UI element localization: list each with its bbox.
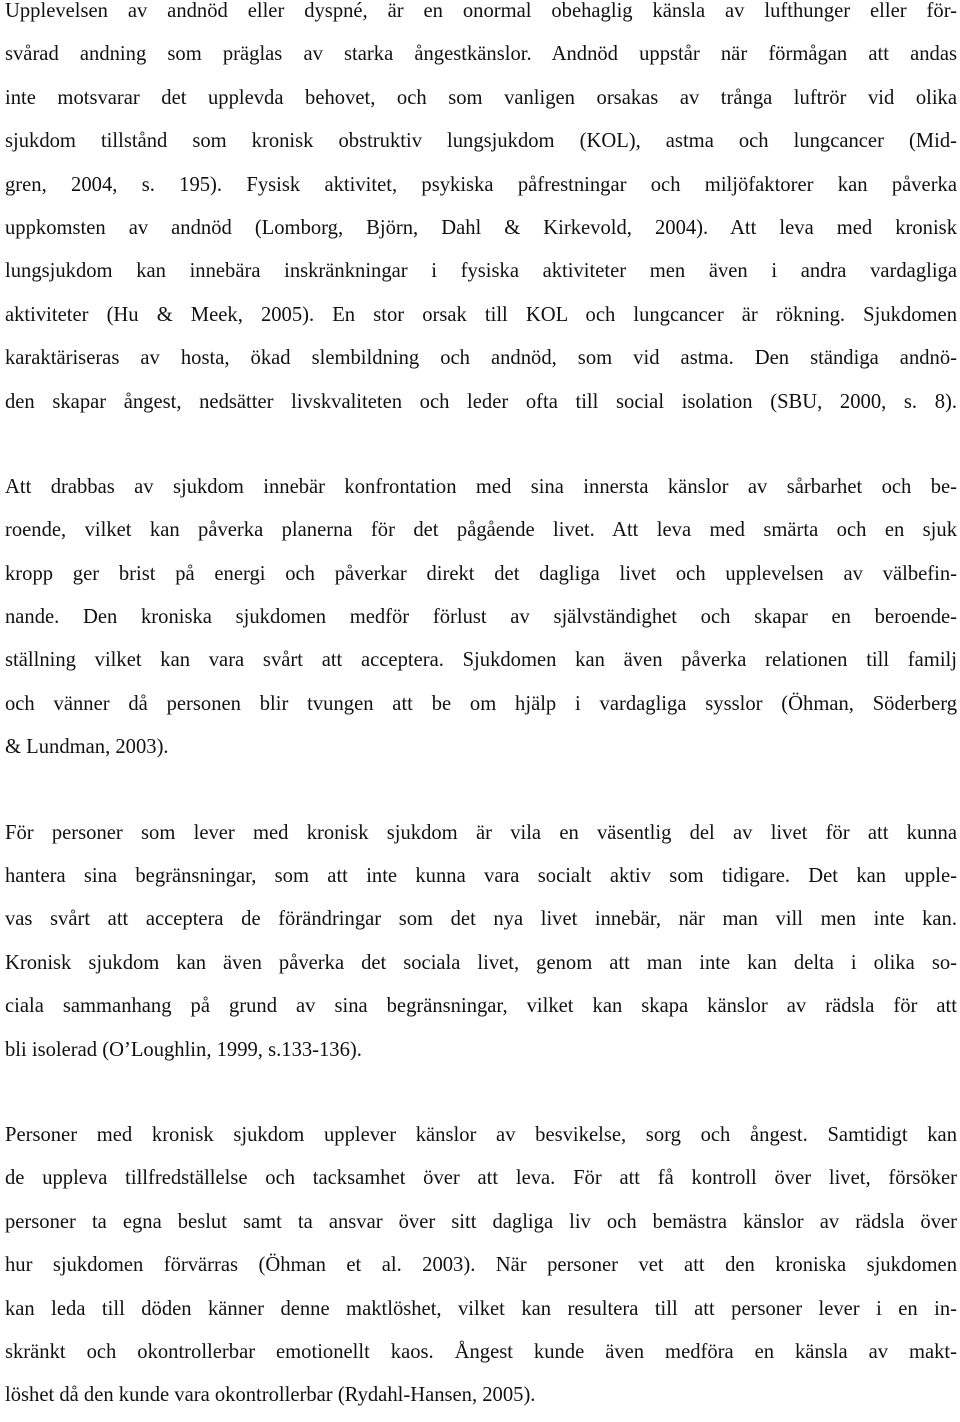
paragraph-spacer bbox=[5, 1072, 957, 1114]
text-line: Upplevelsen av andnöd eller dyspné, är en onormal obehaglig känsla av lufthunger eller för- bbox=[5, 0, 957, 22]
text-line: och vänner då personen blir tvungen att be om hjälp i vardagliga sysslor (Öhman, Söderberg bbox=[5, 692, 957, 715]
paragraph-1 bbox=[5, 0, 957, 424]
text-line: kan leda till döden känner denne maktlöshet, vilket kan resultera till att personer lever i en in- bbox=[5, 1297, 957, 1320]
paragraph-3 bbox=[5, 812, 957, 1072]
paragraph-spacer bbox=[5, 770, 957, 812]
text-line: Personer med kronisk sjukdom upplever känslor av besvikelse, sorg och ångest. Samtidigt kan bbox=[5, 1123, 957, 1146]
text-line: bli isolerad (O’Loughlin, 1999, s.133-136). bbox=[5, 1038, 362, 1061]
text-line: Att drabbas av sjukdom innebär konfrontation med sina innersta känslor av sårbarhet och be- bbox=[5, 475, 957, 498]
text-line: & Lundman, 2003). bbox=[5, 736, 169, 759]
paragraph-4 bbox=[5, 1114, 957, 1418]
paragraph-spacer bbox=[5, 424, 957, 466]
text-line: löshet då den kunde vara okontrollerbar (Rydahl-Hansen, 2005). bbox=[5, 1384, 536, 1407]
document-page bbox=[5, 0, 957, 1418]
text-line: gren, 2004, s. 195). Fysisk aktivitet, psykiska påfrestningar och miljöfaktorer kan påverka bbox=[5, 173, 957, 196]
text-line: sjukdom tillstånd som kronisk obstruktiv lungsjukdom (KOL), astma och lungcancer (Mid- bbox=[5, 130, 957, 153]
text-line: roende, vilket kan påverka planerna för det pågående livet. Att leva med smärta och en sjuk bbox=[5, 519, 957, 542]
text-line: inte motsvarar det upplevda behovet, och som vanligen orsakas av trånga luftrör vid olika bbox=[5, 86, 957, 109]
text-line: svårad andning som präglas av starka ångestkänslor. Andnöd uppstår när förmågan att andas bbox=[5, 43, 957, 66]
text-line: de uppleva tillfredställelse och tacksamhet över att leva. För att få kontroll över livet, försöker bbox=[5, 1167, 957, 1190]
text-line: lungsjukdom kan innebära inskränkningar i fysiska aktiviteter men även i andra vardagliga bbox=[5, 260, 957, 283]
text-line: vas svårt att acceptera de förändringar som det nya livet innebär, när man vill men inte kan. bbox=[5, 908, 957, 931]
text-line: karaktäriseras av hosta, ökad slembildning och andnöd, som vid astma. Den ständiga andnö- bbox=[5, 347, 957, 370]
text-line: personer ta egna beslut samt ta ansvar över sitt dagliga liv och bemästra känslor av rädsla över bbox=[5, 1210, 957, 1233]
text-line: ställning vilket kan vara svårt att acceptera. Sjukdomen kan även påverka relationen till familj bbox=[5, 649, 957, 672]
text-line: För personer som lever med kronisk sjukdom är vila en väsentlig del av livet för att kunna bbox=[5, 821, 957, 844]
text-line: ciala sammanhang på grund av sina begränsningar, vilket kan skapa känslor av rädsla för att bbox=[5, 995, 957, 1018]
text-line: nande. Den kroniska sjukdomen medför förlust av självständighet och skapar en beroende- bbox=[5, 606, 957, 629]
paragraph-2 bbox=[5, 466, 957, 770]
text-line: kropp ger brist på energi och påverkar direkt det dagliga livet och upplevelsen av välbefin- bbox=[5, 562, 957, 585]
text-line: hur sjukdomen förvärras (Öhman et al. 2003). När personer vet att den kroniska sjukdomen bbox=[5, 1254, 957, 1277]
text-line: den skapar ångest, nedsätter livskvaliteten och leder ofta till social isolation (SBU, 2000, s. 8). bbox=[5, 390, 957, 413]
text-line: uppkomsten av andnöd (Lomborg, Björn, Dahl & Kirkevold, 2004). Att leva med kronisk bbox=[5, 216, 957, 239]
text-line: hantera sina begränsningar, som att inte kunna vara socialt aktiv som tidigare. Det kan upple- bbox=[5, 865, 957, 888]
text-line: skränkt och okontrollerbar emotionellt kaos. Ångest kunde även medföra en känsla av makt- bbox=[5, 1340, 957, 1363]
text-line: aktiviteter (Hu & Meek, 2005). En stor orsak till KOL och lungcancer är rökning. Sjukdomen bbox=[5, 303, 957, 326]
text-line: Kronisk sjukdom kan även påverka det sociala livet, genom att man inte kan delta i olika so- bbox=[5, 951, 957, 974]
